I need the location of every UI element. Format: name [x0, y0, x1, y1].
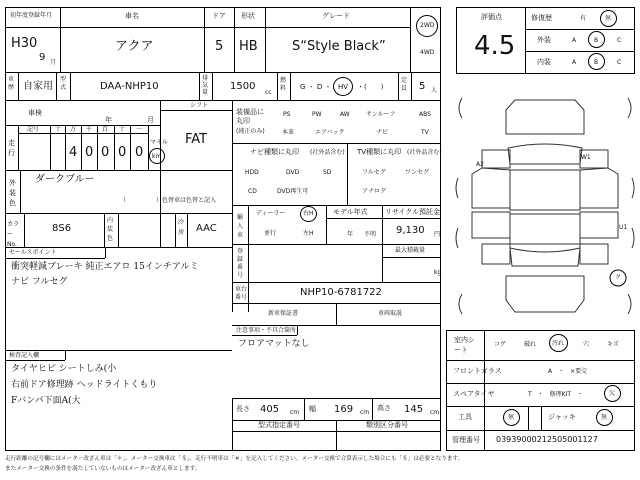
model-label: 型式: [60, 76, 67, 91]
row-divider: [446, 360, 635, 361]
navi-dvd: DVD: [286, 169, 300, 176]
col-divider: [20, 170, 21, 213]
col-divider: [232, 100, 233, 312]
import-dealer: ディーラー: [256, 210, 286, 217]
fuel-other: ・( ): [357, 83, 384, 91]
row-divider: [232, 205, 441, 206]
name-label: 車名: [125, 12, 139, 20]
shift-label: シフト: [190, 102, 209, 109]
col-divider: [525, 7, 526, 74]
sales-label: セールスポイント: [9, 249, 57, 256]
col-divider: [204, 7, 205, 72]
model-year-unit: 年: [347, 231, 354, 238]
odo-digit: 0: [101, 145, 110, 160]
col-divider: [234, 7, 235, 72]
col-divider: [277, 72, 278, 100]
row-divider: [5, 350, 232, 351]
row-divider: [232, 244, 441, 245]
sales-label-line: [5, 258, 105, 259]
type-no-label: 型式指定番号: [258, 421, 300, 429]
odo-h-sen: 千: [86, 126, 93, 133]
equip-title: 装備品に丸印: [236, 108, 264, 125]
height-label: 高さ: [377, 404, 391, 412]
inspect-month-unit: 月: [147, 116, 154, 124]
shift-line: [160, 110, 232, 111]
seat-label: 室内シート: [454, 336, 475, 354]
col-divider: [326, 205, 327, 244]
odo-digit: 4: [69, 145, 78, 160]
row-divider: [232, 431, 441, 432]
mgmt-value: 03939000212505001127: [496, 435, 598, 444]
seat-yabure: 破れ: [524, 341, 537, 348]
door-count: 5: [215, 39, 224, 54]
tv-analog: アナログ: [362, 188, 387, 195]
seat-hole: 穴: [583, 341, 590, 348]
col-divider: [265, 7, 266, 72]
color-label: 外装色: [9, 179, 16, 207]
trim-label: 内装色: [107, 217, 114, 242]
fuel-selected: HV: [338, 83, 349, 91]
col-divider: [528, 406, 529, 430]
tv-oneseg: ワンセグ: [405, 169, 430, 176]
row-divider: [446, 383, 635, 384]
notes-label: 注意事項・不具合箇所: [236, 327, 297, 334]
month-unit: 月: [50, 59, 57, 66]
model-value: DAA-NHP10: [100, 81, 159, 92]
glass-label: フロントガラス: [453, 367, 502, 375]
max-load-label: 最大積載量: [395, 247, 426, 254]
model-year-label: モデル年式: [333, 208, 368, 216]
class-no-label: 類別区分番号: [366, 421, 408, 429]
odo-digit: 0: [118, 145, 127, 160]
tv-title: TV種類に丸印: [357, 148, 402, 156]
int-c: C: [617, 59, 622, 66]
equip-tv: TV: [421, 129, 429, 136]
odo-header-line: [18, 133, 148, 134]
colorno-label: カラーNo.: [7, 221, 20, 248]
length-label: 長さ: [236, 405, 250, 413]
col-divider: [160, 100, 161, 247]
equip-sub: (純正のみ): [236, 128, 265, 135]
import-right: 右H: [303, 210, 314, 217]
col-divider: [212, 72, 213, 100]
col-divider: [382, 205, 383, 244]
int-a: A: [572, 59, 577, 66]
import-left: 左H: [303, 230, 314, 237]
grade-label: グレード: [322, 12, 350, 20]
col-divider: [382, 244, 383, 282]
odo-col: [81, 125, 82, 170]
tool-label: 工具: [458, 413, 472, 421]
repair-label: 修復歴: [531, 14, 552, 22]
notes-label-edge: [297, 325, 298, 335]
col-divider: [411, 72, 412, 100]
recycle-value: 9,130: [396, 225, 425, 236]
navi-sd: SD: [323, 169, 332, 176]
repair-no: 無: [605, 15, 612, 22]
equip-leather: 本革: [282, 129, 295, 136]
check-line-3: Fバンパ下面A(大: [11, 396, 81, 406]
damage-w1: W1: [581, 154, 591, 161]
notes-label-line: [232, 335, 297, 336]
seat-koge: コゲ: [494, 341, 507, 348]
check-line-2: 右前ドア修理跡 ヘッドライトくもり: [11, 380, 158, 390]
odo-col: [65, 125, 66, 170]
col-divider: [199, 72, 200, 100]
row-divider: [382, 257, 441, 258]
header-row-divider: [5, 27, 410, 28]
mgmt-label: 管理番号: [452, 436, 480, 444]
equip-sunroof: サンルーフ: [366, 111, 396, 118]
capacity-value: 5: [419, 81, 426, 92]
odo-col: [50, 125, 51, 170]
tool-none: 無: [508, 414, 515, 421]
col-divider: [248, 205, 249, 244]
capacity-label: 定員: [401, 77, 408, 92]
color-value: ダークブルー: [35, 174, 95, 185]
damage-u1: U1: [619, 224, 628, 231]
cc-unit: cc: [265, 89, 272, 96]
jack-none: 無: [601, 414, 608, 421]
col-divider: [118, 213, 119, 247]
odo-h-ten: 十: [55, 126, 62, 133]
interior-label: 内装: [537, 58, 551, 66]
model-year-unknown: 不明: [364, 231, 377, 238]
recycle-unit: 円: [434, 231, 441, 238]
equip-aw: AW: [340, 111, 350, 118]
seat-scratch: キズ: [607, 341, 619, 348]
odo-col: [114, 125, 115, 170]
sales-label-edge: [105, 247, 106, 258]
odo-col: [97, 125, 98, 170]
col-divider: [175, 213, 176, 247]
col-divider: [24, 213, 25, 247]
check-label-edge: [65, 350, 66, 360]
shift-value: FAT: [185, 132, 208, 147]
col-divider: [290, 72, 291, 100]
chassis-label: 車台番号: [235, 286, 248, 301]
car-name: アクア: [115, 39, 154, 54]
col-divider: [336, 420, 337, 451]
col-divider: [104, 213, 105, 247]
col-divider: [410, 7, 411, 72]
width-unit: cm: [360, 409, 370, 416]
navi-hdd: HDD: [245, 169, 259, 176]
check-line-1: タイヤヒビ シートしみ(小: [11, 364, 117, 374]
footer-line-2: またメーター交換の条件を満たしていないものはメーター改ざん車とします。: [5, 466, 201, 472]
col-divider: [336, 303, 337, 325]
odo-h-hyaku: 百: [102, 126, 109, 133]
col-divider: [18, 125, 19, 170]
notes-value: フロアマットなし: [238, 339, 310, 349]
ext-c: C: [617, 37, 622, 44]
row-divider: [446, 430, 635, 431]
capacity-unit: 人: [431, 87, 438, 94]
equip-airbag: エアバック: [315, 129, 345, 136]
import-label: 輸入車: [237, 214, 244, 239]
col-divider: [398, 72, 399, 100]
repair-yes: 有: [580, 15, 587, 22]
spare-value: T ・ 修理KIT ・: [528, 391, 584, 398]
door-label: ドア: [212, 12, 226, 20]
warranty-label: 新車保証書: [268, 310, 299, 317]
kg-unit: kg: [434, 269, 442, 276]
damage-ku: ク: [615, 274, 622, 281]
height-unit: cm: [430, 409, 440, 416]
navi-cd: CD: [248, 188, 257, 195]
odo-h-man: 万: [70, 126, 77, 133]
prev-reg-label: 登録番号: [237, 248, 244, 279]
odo-h-sym: 記号: [27, 126, 40, 133]
row-divider: [5, 170, 232, 171]
color-note: （ ）色替車は色替と記入: [120, 197, 217, 204]
history-label: 車歴: [8, 76, 15, 91]
grade-value: S“Style Black”: [292, 39, 386, 54]
length-unit: cm: [290, 409, 300, 416]
col-divider: [18, 72, 19, 100]
colorno-value: 8S6: [52, 223, 72, 234]
check-label-line: [5, 360, 65, 361]
car-damage-diagram: [452, 88, 638, 324]
inspect-label: 車検: [28, 109, 42, 117]
odo-h-juu: 十: [119, 126, 126, 133]
cool-value: AAC: [196, 223, 217, 234]
score-value: 4.5: [474, 31, 516, 61]
width-value: 169: [334, 404, 354, 415]
manual-label: 車両取説: [378, 310, 403, 317]
disp-value: 1500: [230, 81, 256, 92]
import-parallel: 並行: [264, 230, 277, 237]
equip-abs: ABS: [419, 111, 431, 118]
spare-missing: 欠: [609, 390, 616, 397]
col-divider: [56, 72, 57, 100]
length-value: 405: [260, 404, 280, 415]
equip-ps: PS: [283, 111, 291, 118]
odo-h-ichi: 一: [136, 126, 143, 133]
jack-label: ジャッキ: [548, 413, 576, 421]
col-divider: [60, 7, 61, 72]
height-value: 145: [404, 404, 424, 415]
shape-label: 形状: [241, 12, 255, 20]
row-divider: [525, 29, 635, 30]
spare-label: スペアタイヤ: [453, 390, 495, 398]
int-b: B: [594, 59, 599, 66]
equip-navi: ナビ: [376, 129, 389, 136]
chassis-value: NHP10-6781722: [300, 287, 382, 298]
row-divider: [525, 51, 635, 52]
col-divider: [347, 143, 348, 205]
col-divider: [541, 406, 542, 430]
fuel-label: 燃料: [280, 77, 287, 92]
sales-line-1: 衝突軽減ブレーキ 純正エアロ 15インチアルミ: [11, 262, 199, 272]
check-label: 検査記入欄: [9, 352, 40, 359]
mileage-label: 走行: [8, 139, 15, 157]
disp-label: 排気量: [202, 75, 209, 96]
sales-line-2: ナビ フルセグ: [11, 277, 68, 287]
equip-pw: PW: [312, 111, 322, 118]
row-divider: [326, 218, 441, 219]
year-label: 初年度登録年月: [10, 12, 53, 19]
damage-a2: A2: [476, 161, 484, 168]
row-divider: [232, 282, 441, 283]
body-shape: HB: [239, 39, 258, 54]
fuel-options: G ・ D ・: [300, 83, 332, 91]
navi-title: ナビ種類に丸印: [250, 148, 299, 156]
drive-4wd: 4WD: [420, 49, 435, 56]
odo-digit: 0: [135, 145, 144, 160]
tv-sub: (社外品含む): [407, 149, 442, 156]
row2-bottom: [5, 100, 441, 101]
tv-fullseg: フルセグ: [362, 169, 386, 176]
odo-col: [130, 125, 131, 170]
mile-unit: マイル: [150, 139, 168, 146]
width-label: 幅: [309, 405, 316, 413]
ext-a: A: [572, 37, 577, 44]
odo-col: [148, 125, 149, 170]
history-value: 自家用: [23, 81, 53, 92]
inspect-year-unit: 年: [105, 116, 112, 124]
col-divider: [70, 72, 71, 100]
col-divider: [304, 398, 305, 420]
odo-digit: 0: [85, 145, 94, 160]
navi-dvdplay: DVD再生可: [277, 188, 309, 195]
cool-label: 冷房: [178, 219, 185, 236]
col-divider: [232, 398, 233, 451]
col-divider: [372, 398, 373, 420]
km-unit: km: [152, 153, 162, 160]
exterior-label: 外装: [537, 36, 551, 44]
ext-b: B: [594, 37, 599, 44]
glass-value: A ・ ×要交: [548, 368, 588, 375]
reg-month: 9: [39, 52, 46, 63]
row-divider: [232, 143, 441, 144]
footer-line-1: 走行距離の記号欄にはメーター改ざん車は「＊」、メーター交換車は「＄」、走行不明車は「＃」を記入してください。メーター交換で合算表示した場合にも「＄」は必要となります。: [5, 456, 464, 462]
drive-2wd: 2WD: [420, 22, 435, 29]
seat-stain: 汚れ: [552, 340, 565, 347]
col-divider: [248, 244, 249, 312]
row-divider: [232, 325, 441, 326]
row-divider: [232, 398, 441, 399]
col-divider: [187, 213, 188, 247]
reg-year: H30: [11, 36, 38, 51]
score-label: 評価点: [481, 13, 502, 21]
row-divider: [5, 247, 232, 248]
recycle-label: リサイクル預託金: [385, 208, 441, 216]
navi-sub: (社外品含む): [310, 149, 345, 156]
